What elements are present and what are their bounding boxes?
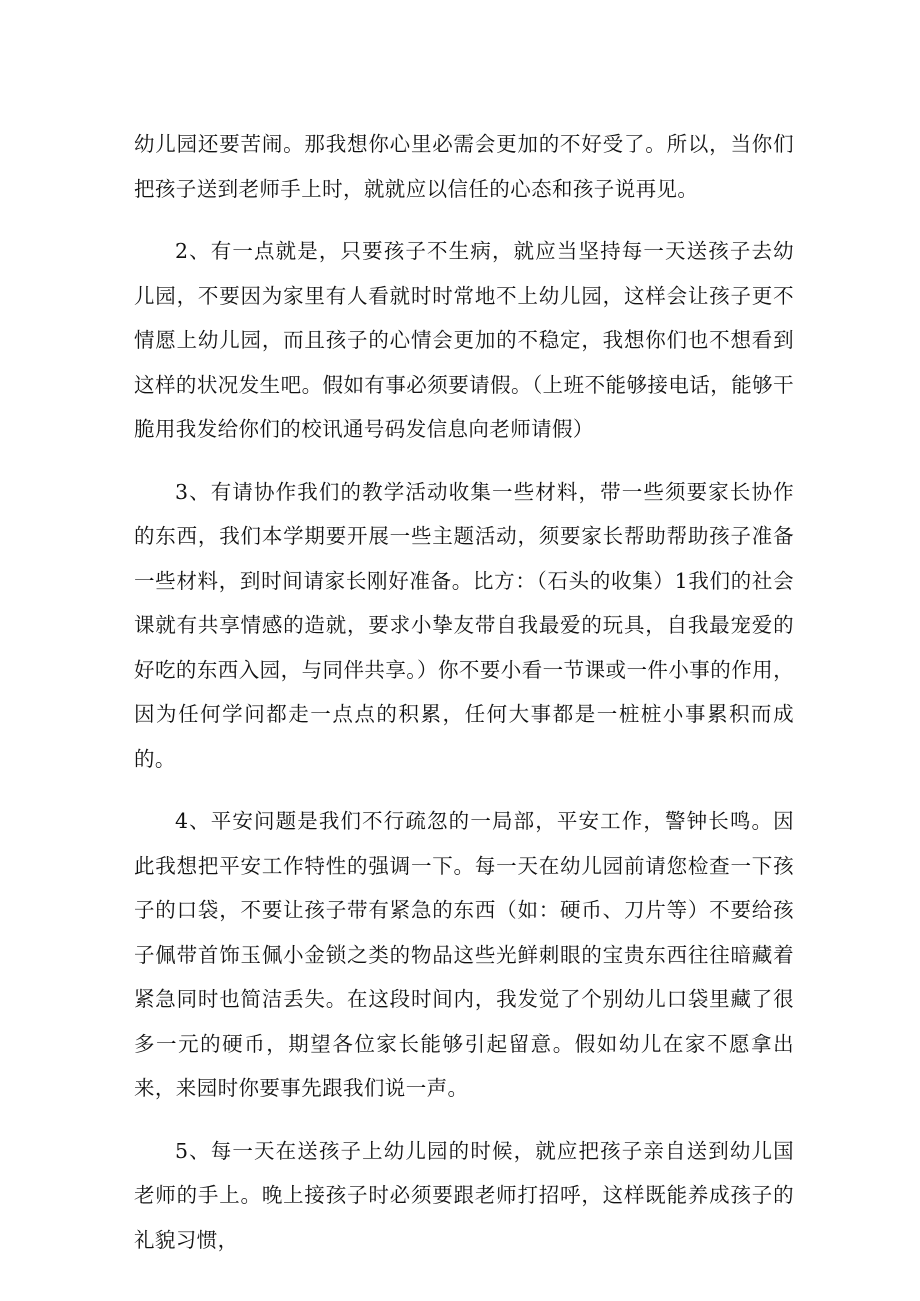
- paragraph-continued: 幼儿园还要苦闹。那我想你心里必需会更加的不好受了。所以，当你们把孩子送到老师手上时，就就应以信任的心态和孩子说再见。: [134, 132, 794, 201]
- paragraph-item-5: 5、每一天在送孩子上幼儿园的时候，就应把孩子亲自送到幼儿国老师的手上。晚上接孩子时必须要跟老师打招呼，这样既能养成孩子的礼貌习惯，: [134, 1138, 794, 1252]
- paragraph-item-2: 2、有一点就是，只要孩子不生病，就应当坚持每一天送孩子去幼儿园，不要因为家里有人看就时时常地不上幼儿园，这样会让孩子更不情愿上幼儿园，而且孩子的心情会更加的不稳定，我想你们也不想看到这样的状况发生吧。假如有事必须要请假。（上班不能够接电话，能够干脆用我发给你们的校讯通号码发信息向老师请假）: [134, 239, 794, 441]
- paragraph-item-4: 4、平安问题是我们不行疏忽的一局部，平安工作，警钟长鸣。因此我想把平安工作特性的强调一下。每一天在幼儿园前请您检查一下孩子的口袋，不要让孩子带有紧急的东西（如：硬币、刀片等）不要给孩子佩带首饰玉佩小金锁之类的物品这些光鲜刺眼的宝贵东西往往暗藏着紧急同时也简洁丢失。在这段时间内，我发觉了个别幼儿口袋里藏了很多一元的硬币，期望各位家长能够引起留意。假如幼儿在家不愿拿出来，来园时你要事先跟我们说一声。: [134, 809, 794, 1100]
- paragraph-item-3: 3、有请协作我们的教学活动收集一些材料，带一些须要家长协作的东西，我们本学期要开展一些主题活动，须要家长帮助帮助孩子准备一些材料，到时间请家长刚好准备。比方：（石头的收集）1我们的社会课就有共享情感的造就，要求小挚友带自我最爱的玩具，自我最宠爱的好吃的东西入园，与同伴共享。）你不要小看一节课或一件小事的作用，因为任何学问都走一点点的积累，任何大事都是一桩桩小事累积而成的。: [134, 479, 794, 771]
- document-body: [134, 122, 794, 1280]
